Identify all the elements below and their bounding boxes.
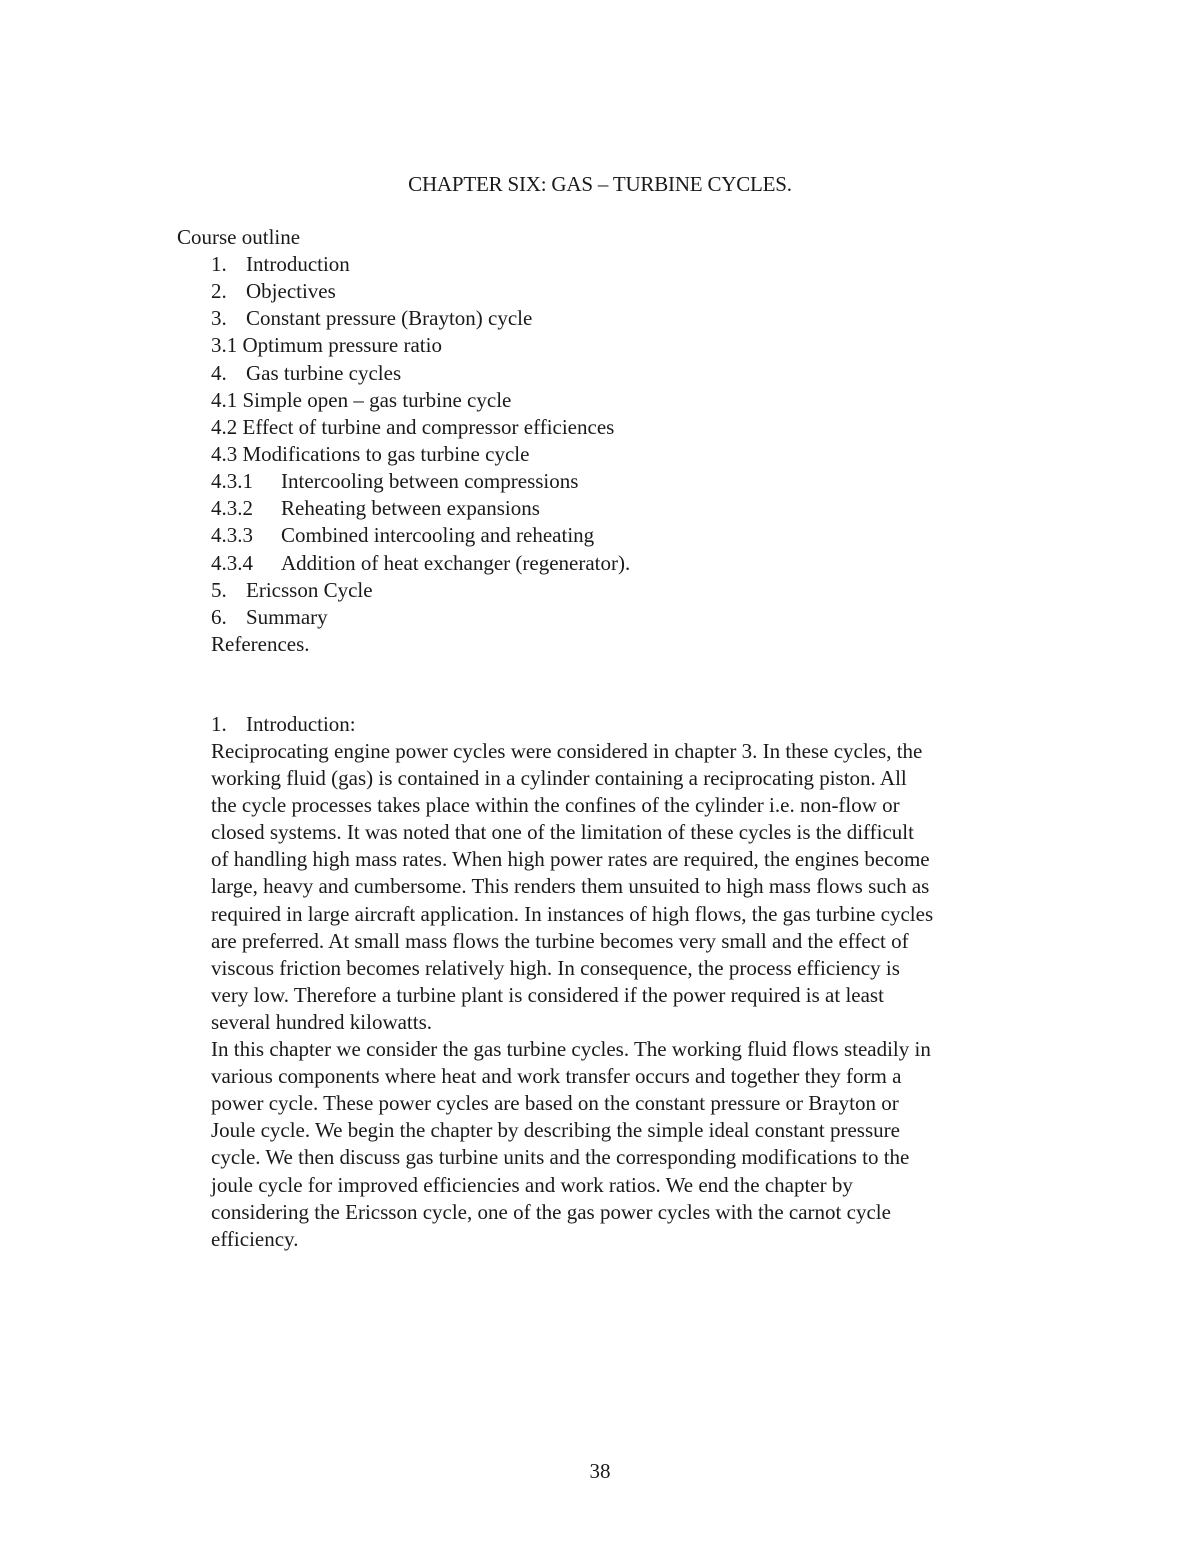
outline-item-label: Combined intercooling and reheating — [281, 523, 595, 548]
introduction-paragraph: In this chapter we consider the gas turbine cycles. The working fluid flows steadily in various components where heat and work transfer occurs and together they form a power cycle. These power cycles are based on the constant pressure or Brayton or Joule cycle. We begin the chapter by describing the simple ideal constant pressure cycle. We then discuss gas turbine units and the corresponding modifications to the joule cycle for improved efficiencies and work ratios. We end the chapter by considering the Ericsson cycle, one of the gas power cycles with the carnot cycle efficiency. — [211, 1037, 931, 1251]
outline-item — [211, 550, 630, 577]
outline-item — [211, 387, 630, 414]
outline-item — [211, 360, 630, 387]
outline-item-number: 4.3.3 — [211, 523, 253, 548]
outline-item — [211, 577, 630, 604]
outline-item — [211, 414, 630, 441]
outline-item — [211, 441, 630, 468]
introduction-number: 1. — [211, 712, 227, 736]
outline-item-label: 4.2 Effect of turbine and compressor efficiences — [211, 414, 615, 439]
outline-item-number: 1. — [211, 252, 227, 276]
outline-item-label: Introduction — [246, 252, 350, 276]
introduction-body — [211, 738, 1031, 1253]
outline-item-label: 4.1 Simple open – gas turbine cycle — [211, 387, 512, 412]
outline-item-label: References. — [211, 631, 310, 656]
page-number: 38 — [589, 1459, 611, 1483]
outline-item-number: 4.3.2 — [211, 496, 253, 521]
outline-item-label: Gas turbine cycles — [246, 360, 402, 385]
outline-item-label: 3.1 Optimum pressure ratio — [211, 333, 442, 358]
outline-item-label: Ericsson Cycle — [246, 577, 373, 602]
outline-item — [211, 332, 630, 359]
outline-item — [211, 278, 630, 305]
outline-item-number: 4. — [211, 360, 227, 385]
outline-item-number: 5. — [211, 577, 227, 602]
outline-item — [211, 631, 630, 658]
outline-item-label: Intercooling between compressions — [281, 469, 579, 494]
introduction-title: Introduction: — [246, 712, 356, 736]
outline-item-label: Addition of heat exchanger (regenerator). — [281, 550, 631, 575]
outline-item-label: Constant pressure (Brayton) cycle — [246, 306, 533, 331]
outline-item-number: 3. — [211, 306, 227, 331]
outline-item — [211, 604, 630, 631]
outline-item — [211, 305, 630, 332]
course-outline-heading: Course outline — [177, 225, 301, 249]
outline-item — [211, 251, 630, 278]
outline-item — [211, 495, 630, 522]
outline-item-number: 4.3.1 — [211, 469, 253, 494]
chapter-title: CHAPTER SIX: GAS – TURBINE CYCLES. — [408, 172, 792, 196]
outline-item-number: 4.3.4 — [211, 550, 253, 575]
outline-item-label: Objectives — [246, 279, 336, 304]
outline-item — [211, 522, 630, 549]
outline-item-label: Reheating between expansions — [281, 496, 540, 521]
outline-item-number: 6. — [211, 604, 227, 629]
introduction-paragraph: Reciprocating engine power cycles were considered in chapter 3. In these cycles, the working fluid (gas) is contained in a cylinder containing a reciprocating piston. All the cycle processes takes place within the confines of the cylinder i.e. non-flow or closed systems. It was noted that one of the limitation of these cycles is the difficult of handling high mass rates. When high power rates are required, the engines become large, heavy and cumbersome. This renders them unsuited to high mass flows such as required in large aircraft application. In instances of high flows, the gas turbine cycles are preferred. At small mass flows the turbine becomes very small and the effect of viscous friction becomes relatively high. In consequence, the process efficiency is very low. Therefore a turbine plant is considered if the power required is at least several hundred kilowatts. — [211, 739, 934, 1034]
outline-item-label: Summary — [246, 604, 328, 629]
outline-item — [211, 468, 630, 495]
outline-item-label: 4.3 Modifications to gas turbine cycle — [211, 441, 530, 466]
outline-item-number: 2. — [211, 279, 227, 304]
course-outline-list — [211, 251, 630, 658]
introduction-heading — [211, 711, 356, 738]
